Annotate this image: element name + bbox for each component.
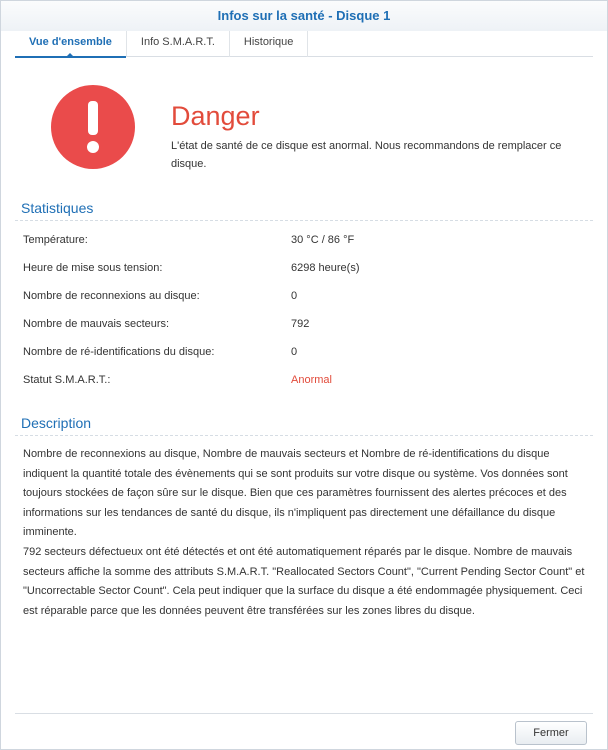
stat-value: 792 (291, 318, 310, 330)
window-title: Infos sur la santé - Disque 1 (1, 1, 607, 31)
statistics-divider (15, 220, 593, 221)
stat-row-power-on-hours (23, 259, 583, 277)
status-title: Danger (171, 101, 260, 131)
close-button[interactable]: Fermer (515, 721, 587, 745)
stat-row-temperature (23, 231, 583, 249)
status-message: L'état de santé de ce disque est anormal. Nous recommandons de remplacer ce disque. (171, 140, 562, 170)
tab-overview[interactable]: Vue d'ensemble (15, 31, 127, 57)
description-heading: Description (21, 415, 92, 431)
stat-row-bad-sectors (23, 315, 583, 333)
description-paragraph: 792 secteurs défectueux ont été détectés et ont été automatiquement réparés par le disque. Nombre de mauvais secteurs affiche la somme des attributs S.M.A.R.T. "Reallocated Sectors Count", "Current Pending Sector Count" et "Uncorrectable Sector Count". Cela peut indiquer que la surface du disque a été endommagée physiquement. Ceci est réparable parce que les données peuvent être transférées sur les zones libres du disque. (23, 546, 585, 617)
stat-label: Heure de mise sous tension: (23, 262, 163, 274)
stat-row-smart-status (23, 371, 583, 389)
smart-status-value: Anormal (291, 374, 332, 386)
footer-divider (15, 713, 593, 714)
description-paragraph: Nombre de reconnexions au disque, Nombre de mauvais secteurs et Nombre de ré-identifications du disque indiquent la quantité totale des évènements qui se sont produits sur votre disque ou système. Vos données sont toujours stockées de façon sûre sur le disque. Bien que ces paramètres fournissent des alertes précoces et des informations sur les tendances de santé du disque, ils n'impliquent pas directement une défaillance du disque imminente. (23, 448, 568, 538)
stat-value: 30 °C / 86 °F (291, 234, 355, 246)
stat-row-reidentifications (23, 343, 583, 361)
stat-label: Température: (23, 234, 88, 246)
tab-smart-info[interactable]: Info S.M.A.R.T. (127, 31, 230, 57)
stat-row-reconnections (23, 287, 583, 305)
tab-bar (15, 31, 593, 57)
stat-label: Nombre de mauvais secteurs: (23, 318, 170, 330)
stat-label: Nombre de ré-identifications du disque: (23, 346, 215, 358)
description-divider (15, 435, 593, 436)
stat-label: Statut S.M.A.R.T.: (23, 374, 111, 386)
tab-history[interactable]: Historique (230, 31, 309, 57)
stat-value: 6298 heure(s) (291, 262, 360, 274)
exclamation-circle-icon (51, 85, 135, 169)
stat-value: 0 (291, 290, 298, 302)
stat-label: Nombre de reconnexions au disque: (23, 290, 200, 302)
statistics-heading: Statistiques (21, 200, 94, 216)
stat-value: 0 (291, 346, 298, 358)
